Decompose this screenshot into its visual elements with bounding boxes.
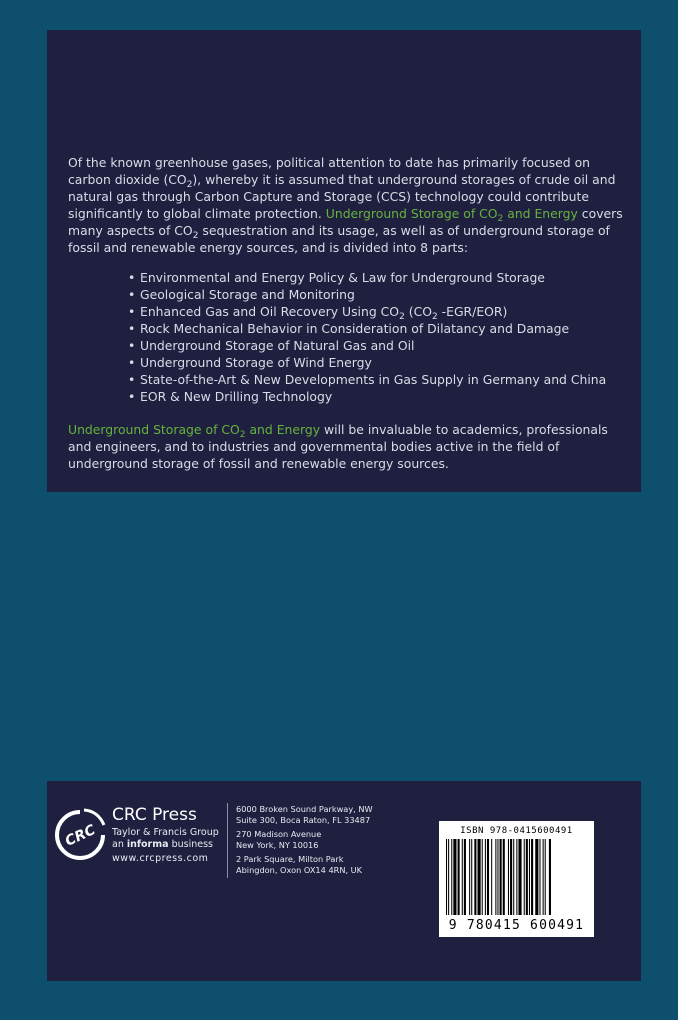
barcode-bar bbox=[478, 839, 481, 915]
barcode-bar bbox=[526, 839, 528, 915]
barcode-bar bbox=[495, 839, 496, 915]
barcode-bar bbox=[462, 839, 463, 915]
list-item: • State-of-the-Art & New Developments in Gas Supply in Germany and China bbox=[128, 372, 623, 389]
address-line: 6000 Broken Sound Parkway, NW bbox=[236, 804, 373, 814]
list-item: • Environmental and Energy Policy & Law for Underground Storage bbox=[128, 270, 623, 287]
publisher-addresses bbox=[236, 804, 373, 876]
barcode-bar bbox=[500, 839, 502, 915]
barcode-bar bbox=[469, 839, 470, 915]
book-description bbox=[68, 155, 623, 472]
list-item: • Rock Mechanical Behavior in Consideration of Dilatancy and Damage bbox=[128, 321, 623, 338]
description-panel bbox=[47, 30, 641, 492]
isbn-label: ISBN 978-0415600491 bbox=[460, 826, 573, 836]
crc-logo-icon bbox=[54, 805, 110, 861]
barcode-bar bbox=[487, 839, 489, 915]
barcode-bar bbox=[464, 839, 466, 915]
isbn-barcode bbox=[439, 821, 594, 937]
svg-text:CRC: CRC bbox=[62, 822, 99, 850]
barcode-bar bbox=[510, 839, 512, 915]
barcode-bar bbox=[518, 839, 521, 915]
barcode-bar bbox=[491, 839, 492, 915]
intro-paragraph: Of the known greenhouse gases, political attention to date has primarily focused on carbon dioxide $(CO_2)$, whereby it is assumed that underground storages of crude oil and natural gas through Carbon Capture and Storage (CCS) technology could contribute significantly to global climate protection. Underground Storage of $CO_2$ and Energy covers many aspects of $CO_2$ sequestration and its usage, as well as of underground storage of fossil and renewable energy sources, and is divided into 8 parts: bbox=[68, 155, 623, 255]
list-item: • EOR & New Drilling Technology bbox=[128, 389, 623, 406]
closing-paragraph: Underground Storage of $CO_2$ and Energy will be invaluable to academics, professionals and engineers, and to industries and governmental bodies active in the field of underground storage of fossil and renewable energy sources. bbox=[68, 421, 608, 471]
publisher-informa-tagline: an informa business bbox=[112, 839, 213, 850]
address-line: 270 Madison Avenue bbox=[236, 829, 322, 840]
barcode-bar bbox=[485, 839, 486, 915]
barcode-bar bbox=[451, 839, 452, 915]
address-line: Abingdon, Oxon OX14 4RN, UK bbox=[236, 864, 363, 875]
barcode-bar bbox=[539, 839, 540, 915]
book-title-inline: Underground Storage of $CO_2$ and Energy bbox=[68, 421, 321, 440]
barcode-bar bbox=[448, 839, 449, 915]
book-title-inline: Underground Storage of $CO_2$ and Energy bbox=[325, 205, 578, 224]
address-line: Suite 300, Boca Raton, FL 33487 bbox=[236, 814, 371, 825]
publisher-website: www.crcpress.com bbox=[112, 853, 209, 864]
address-line: New York, NY 10016 bbox=[236, 839, 319, 850]
divider bbox=[227, 803, 228, 878]
barcode-bar bbox=[474, 839, 476, 915]
barcode-bar bbox=[549, 839, 551, 915]
barcode-bar bbox=[531, 839, 533, 915]
parts-list bbox=[68, 270, 623, 405]
list-item: • Underground Storage of Wind Energy bbox=[128, 355, 623, 372]
barcode-bar bbox=[458, 839, 460, 915]
address-line: 2 Park Square, Milton Park bbox=[236, 854, 344, 865]
publisher-panel bbox=[47, 781, 641, 981]
list-item: • Enhanced Gas and Oil Recovery Using $CO_2$ ($CO_2$ -EGR/EOR) bbox=[128, 304, 623, 321]
barcode-bar bbox=[513, 839, 514, 915]
barcode-bar bbox=[503, 839, 505, 915]
barcode-bar bbox=[482, 839, 483, 915]
barcode-number: 9 780415 600491 bbox=[448, 918, 585, 933]
barcode-bar bbox=[545, 839, 546, 915]
barcode-bar bbox=[535, 839, 538, 915]
barcode-bar bbox=[529, 839, 530, 915]
list-item: • Geological Storage and Monitoring bbox=[128, 287, 623, 304]
barcode-bar bbox=[508, 839, 509, 915]
barcode-bar bbox=[471, 839, 472, 915]
barcode-bar bbox=[497, 839, 498, 915]
barcode-bar bbox=[543, 839, 544, 915]
barcode-bar bbox=[524, 839, 525, 915]
barcode-bar bbox=[453, 839, 456, 915]
publisher-name: CRC Press bbox=[112, 805, 197, 825]
barcode-bar bbox=[516, 839, 517, 915]
list-item: • Underground Storage of Natural Gas and Oil bbox=[128, 338, 623, 355]
barcode-bar bbox=[446, 839, 447, 915]
publisher-group: Taylor & Francis Group bbox=[112, 827, 219, 838]
barcode-bars bbox=[446, 839, 587, 915]
